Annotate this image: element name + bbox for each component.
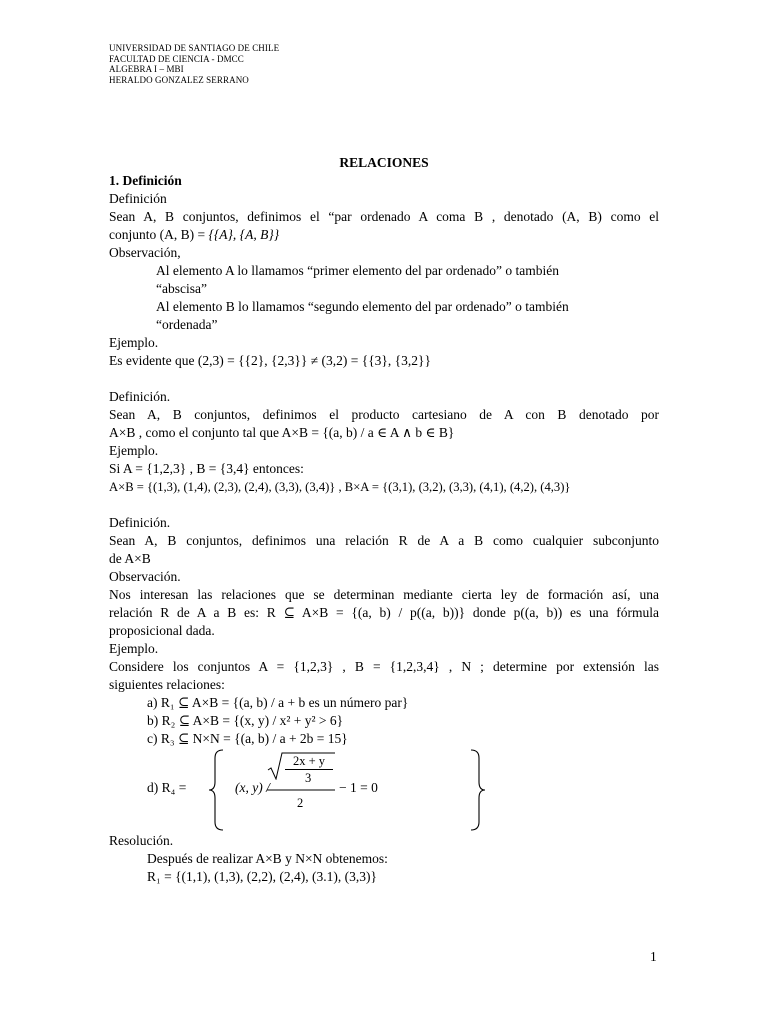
observation-text: “ordenada” xyxy=(156,317,218,332)
relation-d-pair: (x, y) / xyxy=(235,780,270,795)
page-number: 1 xyxy=(650,949,657,964)
example-heading: Ejemplo. xyxy=(109,443,159,458)
observation-text: proposicional dada. xyxy=(109,623,215,638)
definition-heading: Definición xyxy=(109,191,167,206)
header-author: HERALDO GONZALEZ SERRANO xyxy=(109,74,249,85)
relation-d-rest: − 1 = 0 xyxy=(339,780,378,795)
definition-text-pre: conjunto (A, B) = xyxy=(109,227,209,242)
definition-text: de A×B xyxy=(109,551,151,566)
header-faculty: FACULTAD DE CIENCIA - DMCC xyxy=(109,53,244,64)
example-text: Considere los conjuntos A = {1,2,3} , B = {1,2,3,4} , N ; determine por extensión las xyxy=(109,659,659,674)
definition-text: Sean A, B conjuntos, definimos una relación R de A a B como cualquier subconjunto xyxy=(109,533,659,548)
ordered-pair-formula: {{A}, {A, B}} xyxy=(208,227,280,242)
observation-heading: Observación, xyxy=(109,245,181,260)
fraction-inner-denominator: 3 xyxy=(305,771,312,785)
definition-text: Sean A, B conjuntos, definimos el “par ordenado A coma B , denotado (A, B) como el xyxy=(109,209,659,224)
definition-heading: Definición. xyxy=(109,389,171,404)
example-products: A×B = {(1,3), (1,4), (2,3), (2,4), (3,3), (3,4)} , B×A = {(3,1), (3,2), (3,3), (4,1), (4,2), (4,3)} xyxy=(109,480,571,494)
fraction-denominator: 2 xyxy=(297,796,304,810)
section-heading: 1. Definición xyxy=(109,173,182,188)
observation-text: Al elemento B lo llamamos “segundo elemento del par ordenado” o también xyxy=(156,299,569,314)
resolution-text: Después de realizar A×B y N×N obtenemos: xyxy=(147,851,388,866)
relation-item-d xyxy=(109,748,659,832)
observation-text: relación R de A a B es: R ⊆ A×B = {(a, b) / p((a, b))} donde p((a, b)) es una fórmula xyxy=(109,605,659,620)
observation-text: “abscisa” xyxy=(156,281,207,296)
document-header xyxy=(109,43,279,85)
relation-item-a: a) R₁ ⊆ A×B = {(a, b) / a + b es un número par} xyxy=(147,695,409,710)
header-university: UNIVERSIDAD DE SANTIAGO DE CHILE xyxy=(109,43,280,53)
example-text: Si A = {1,2,3} , B = {3,4} entonces: xyxy=(109,461,304,476)
relation-d-label: d) R₄ = xyxy=(147,780,187,795)
example-heading: Ejemplo. xyxy=(109,641,159,656)
example-text: siguientes relaciones: xyxy=(109,677,225,692)
observation-heading: Observación. xyxy=(109,569,181,584)
definition-text: Sean A, B conjuntos, definimos el producto cartesiano de A con B denotado por xyxy=(109,407,659,422)
fraction-numerator: 2x + y xyxy=(293,754,326,768)
relation-item-c: c) R₃ ⊆ N×N = {(a, b) / a + 2b = 15} xyxy=(147,731,348,746)
fraction-bar xyxy=(267,789,337,793)
definition-text xyxy=(109,226,659,244)
header-course: ALGEBRA I – MBI xyxy=(109,64,184,74)
definition-heading: Definición. xyxy=(109,515,171,530)
cartesian-product-formula: A×B , como el conjunto tal que A×B = {(a, b) / a ∈ A ∧ b ∈ B} xyxy=(109,425,455,440)
relation-item-b: b) R₂ ⊆ A×B = {(x, y) / x² + y² > 6} xyxy=(147,713,344,728)
observation-text: Nos interesan las relaciones que se determinan mediante cierta ley de formación así, una xyxy=(109,587,659,602)
observation-text: Al elemento A lo llamamos “primer elemento del par ordenado” o también xyxy=(156,263,559,278)
example-heading: Ejemplo. xyxy=(109,335,159,350)
resolution-heading: Resolución. xyxy=(109,833,174,848)
document-title: RELACIONES xyxy=(339,155,429,170)
example-text: Es evidente que (2,3) = {{2}, {2,3}} ≠ (3,2) = {{3}, {3,2}} xyxy=(109,353,431,368)
resolution-result: R₁ = {(1,1), (1,3), (2,2), (2,4), (3.1), (3,3)} xyxy=(147,869,377,884)
document-body xyxy=(109,172,659,886)
